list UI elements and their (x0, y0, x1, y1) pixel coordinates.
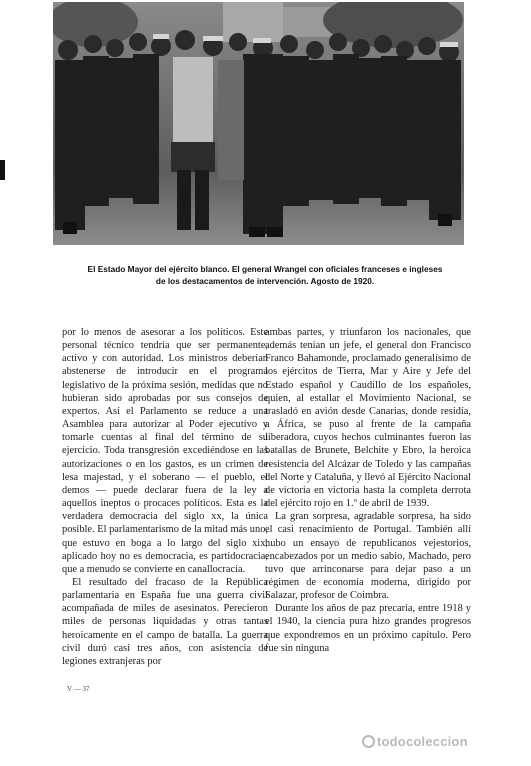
page-edge-mark (0, 160, 5, 180)
photo-caption (40, 264, 490, 287)
text-column-right (265, 326, 471, 655)
caption-line-2: de los destacamentos de intervención. Agosto de 1920. (155, 275, 375, 286)
historical-photograph (53, 2, 464, 245)
text-column-left (62, 326, 268, 668)
paragraph: El resultado del fracaso de la República parlamentaria en España fue una guerra civil acompañada de miles de asesinatos. Perecieron miles de personas liquidadas y otras tantas heroicamente en el campo de batalla. La guerra civil duró casi tres años, con asistencia de legiones extranjeras por (62, 576, 268, 667)
page-number: V — 37 (67, 685, 90, 693)
paragraph: La gran sorpresa, agradable sorpresa, ha sido el casi renacimiento de Portugal. También allí hubo un ensayo de republicanos vejestorios, encabezados por un medio sabio, Machado, pero tuvo que arrinconarse para dejar paso a un régimen de economía moderna, dirigido por Salazar, profesor de Coimbra. (265, 511, 471, 602)
photo-illustration (53, 2, 464, 245)
paragraph: por lo menos de asesorar a los políticos. Este personal técnico tendría que ser permanente, activo y con autoridad. Los ministros deberían abstenerse de introducir en el programa legislativo de la próxima sesión, medidas que no hubieran sido aprobadas por sus consejos de expertos. Así el Parlamento se reduce a una Asamblea para autorizar al Poder ejecutivo y tomarle cuentas al final del término de su ejercicio. Toda transgresión excediéndose en las autorizaciones o en los gastos, es un crimen de lesa majestad, y el soberano — el pueblo, el demos — puede declarar fuera de la ley a aquellos ineptos o procaces políticos. Esta es la verdadera democracia del siglo xx, la única posible. El parlamentarismo de la mitad más uno, que estuvo en boga a lo largo del siglo xix, aplicado hoy no es democracia, es partidocracia, que a menudo se convierte en canallocracia. (62, 327, 268, 575)
paragraph: Durante los años de paz precaria, entre 1918 y el 1940, la ciencia pura hizo grandes progresos que expondremos en un próximo capítulo. Pero fue sin ninguna (265, 603, 471, 654)
watermark-text: todocoleccion (377, 734, 468, 749)
watermark (362, 734, 468, 749)
watermark-logo-icon (362, 735, 375, 748)
paragraph: ambas partes, y triunfaron los nacionales, que además tenían un jefe, el general don Francisco Franco Bahamonde, proclamado generalísimo de los ejércitos de Tierra, Mar y Aire y Jefe del Estado español y Caudillo de los españoles, quien, al estallar el Movimiento Nacional, se trasladó en avión desde Canarias, donde residía, a África, se puso al frente de la campaña liberadora, cuyos hechos culminantes fueron las batallas de Brunete, Belchite y Ebro, la heroica resistencia del Alcázar de Toledo y las campañas del Norte y Cataluña, y llevó al Ejército Nacional de victoria en victoria hasta la completa derrota del ejército rojo en 1.º de abril de 1939. (265, 327, 471, 510)
caption-line-1: El Estado Mayor del ejército blanco. El general Wrangel con oficiales franceses e ingleses (87, 264, 443, 274)
